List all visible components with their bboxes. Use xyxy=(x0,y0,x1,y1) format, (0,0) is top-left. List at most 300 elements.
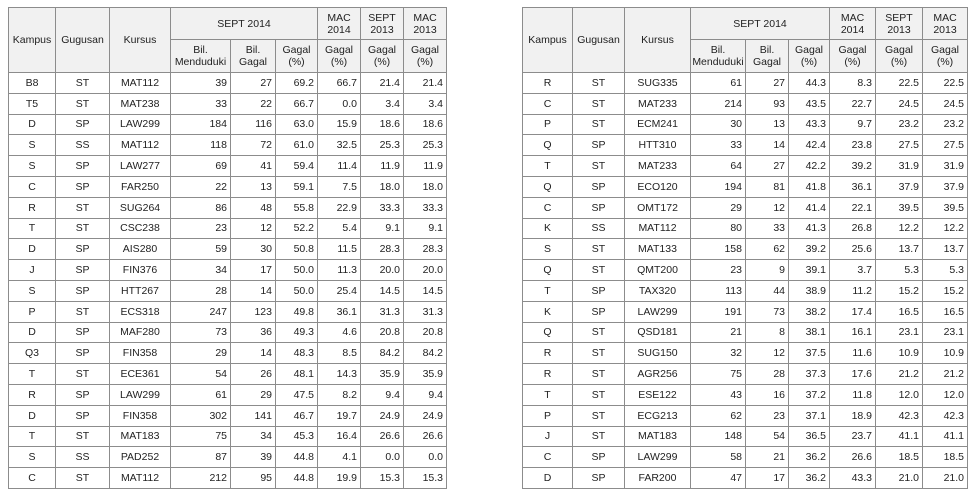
bil-gagal-cell: 22 xyxy=(231,93,276,114)
gugusan-cell: SP xyxy=(573,176,625,197)
table-row xyxy=(9,447,447,468)
header-bil-gagal: Bil. Gagal xyxy=(746,40,789,73)
gagal-sept2013-cell: 31.3 xyxy=(361,301,404,322)
table-row xyxy=(523,176,968,197)
gagal-mac2014-cell: 11.4 xyxy=(318,156,361,177)
bil-gagal-cell: 54 xyxy=(746,426,789,447)
gagal-mac2013-cell: 3.4 xyxy=(404,93,447,114)
kampus-cell: J xyxy=(9,260,56,281)
gagal-sept2014-cell: 39.2 xyxy=(789,239,830,260)
kampus-cell: S xyxy=(9,447,56,468)
gugusan-cell: ST xyxy=(573,364,625,385)
kampus-cell: D xyxy=(9,114,56,135)
bil-menduduki-cell: 47 xyxy=(691,468,746,489)
gugusan-cell: SP xyxy=(56,239,110,260)
table-row xyxy=(523,156,968,177)
gagal-mac2013-cell: 18.0 xyxy=(404,176,447,197)
gagal-sept2013-cell: 12.0 xyxy=(876,384,923,405)
gagal-mac2014-cell: 36.1 xyxy=(318,301,361,322)
kampus-cell: T xyxy=(523,384,573,405)
kampus-cell: R xyxy=(523,364,573,385)
gagal-sept2013-cell: 41.1 xyxy=(876,426,923,447)
kursus-cell: MAF280 xyxy=(110,322,171,343)
table-right xyxy=(522,7,968,489)
gagal-sept2013-cell: 5.3 xyxy=(876,260,923,281)
table-row xyxy=(9,468,447,489)
bil-gagal-cell: 12 xyxy=(231,218,276,239)
kampus-cell: S xyxy=(9,280,56,301)
header-mac-2014: MAC 2014 xyxy=(318,8,361,40)
gagal-mac2013-cell: 16.5 xyxy=(923,301,968,322)
gagal-mac2013-cell: 41.1 xyxy=(923,426,968,447)
header-kampus: Kampus xyxy=(523,8,573,73)
gagal-sept2014-cell: 38.1 xyxy=(789,322,830,343)
gagal-mac2013-cell: 15.3 xyxy=(404,468,447,489)
kursus-cell: MAT112 xyxy=(110,73,171,94)
gugusan-cell: SP xyxy=(56,343,110,364)
kampus-cell: Q xyxy=(523,322,573,343)
gagal-sept2014-cell: 69.2 xyxy=(276,73,318,94)
gagal-mac2014-cell: 8.2 xyxy=(318,384,361,405)
gagal-mac2014-cell: 8.3 xyxy=(830,73,876,94)
table-body-right xyxy=(523,73,968,489)
gagal-mac2013-cell: 28.3 xyxy=(404,239,447,260)
table-row xyxy=(523,73,968,94)
kursus-cell: LAW299 xyxy=(625,301,691,322)
bil-menduduki-cell: 75 xyxy=(171,426,231,447)
bil-gagal-cell: 41 xyxy=(231,156,276,177)
kursus-cell: LAW299 xyxy=(110,384,171,405)
gagal-mac2014-cell: 4.6 xyxy=(318,322,361,343)
gagal-sept2013-cell: 10.9 xyxy=(876,343,923,364)
header-sept-2014: SEPT 2014 xyxy=(691,8,830,40)
gagal-mac2013-cell: 12.0 xyxy=(923,384,968,405)
bil-menduduki-cell: 21 xyxy=(691,322,746,343)
kampus-cell: Q3 xyxy=(9,343,56,364)
gugusan-cell: ST xyxy=(573,156,625,177)
bil-menduduki-cell: 61 xyxy=(691,73,746,94)
gagal-mac2014-cell: 15.9 xyxy=(318,114,361,135)
bil-menduduki-cell: 118 xyxy=(171,135,231,156)
bil-menduduki-cell: 54 xyxy=(171,364,231,385)
gugusan-cell: SP xyxy=(573,301,625,322)
gagal-mac2013-cell: 42.3 xyxy=(923,405,968,426)
gagal-sept2014-cell: 46.7 xyxy=(276,405,318,426)
bil-gagal-cell: 62 xyxy=(746,239,789,260)
kursus-cell: MAT112 xyxy=(625,218,691,239)
gagal-mac2014-cell: 36.1 xyxy=(830,176,876,197)
gugusan-cell: SP xyxy=(56,176,110,197)
kursus-cell: HTT310 xyxy=(625,135,691,156)
table-row xyxy=(9,280,447,301)
gagal-sept2014-cell: 42.2 xyxy=(789,156,830,177)
bil-menduduki-cell: 113 xyxy=(691,280,746,301)
kursus-cell: LAW299 xyxy=(110,114,171,135)
gagal-mac2014-cell: 16.4 xyxy=(318,426,361,447)
gagal-mac2014-cell: 11.2 xyxy=(830,280,876,301)
kampus-cell: K xyxy=(523,301,573,322)
gugusan-cell: ST xyxy=(56,73,110,94)
bil-menduduki-cell: 87 xyxy=(171,447,231,468)
bil-menduduki-cell: 39 xyxy=(171,73,231,94)
header-gagal-pct: Gagal (%) xyxy=(830,40,876,73)
gagal-sept2013-cell: 14.5 xyxy=(361,280,404,301)
kampus-cell: T xyxy=(9,426,56,447)
bil-menduduki-cell: 184 xyxy=(171,114,231,135)
bil-gagal-cell: 48 xyxy=(231,197,276,218)
gagal-mac2014-cell: 23.7 xyxy=(830,426,876,447)
bil-gagal-cell: 12 xyxy=(746,197,789,218)
gagal-sept2013-cell: 37.9 xyxy=(876,176,923,197)
gagal-sept2014-cell: 38.2 xyxy=(789,301,830,322)
kampus-cell: R xyxy=(9,197,56,218)
table-row xyxy=(523,322,968,343)
table-row xyxy=(9,239,447,260)
gagal-sept2013-cell: 18.0 xyxy=(361,176,404,197)
bil-menduduki-cell: 22 xyxy=(171,176,231,197)
gagal-sept2013-cell: 11.9 xyxy=(361,156,404,177)
gagal-mac2014-cell: 19.9 xyxy=(318,468,361,489)
bil-gagal-cell: 8 xyxy=(746,322,789,343)
gugusan-cell: SP xyxy=(56,260,110,281)
header-gagal-pct: Gagal (%) xyxy=(318,40,361,73)
bil-gagal-cell: 30 xyxy=(231,239,276,260)
kursus-cell: ECG213 xyxy=(625,405,691,426)
gagal-sept2014-cell: 44.3 xyxy=(789,73,830,94)
gagal-sept2014-cell: 43.3 xyxy=(789,114,830,135)
gagal-sept2013-cell: 42.3 xyxy=(876,405,923,426)
gagal-mac2014-cell: 18.9 xyxy=(830,405,876,426)
gagal-mac2013-cell: 5.3 xyxy=(923,260,968,281)
kursus-cell: OMT172 xyxy=(625,197,691,218)
gagal-sept2014-cell: 48.1 xyxy=(276,364,318,385)
gagal-mac2014-cell: 9.7 xyxy=(830,114,876,135)
gugusan-cell: SS xyxy=(56,135,110,156)
header-mac-2013: MAC 2013 xyxy=(923,8,968,40)
gagal-mac2014-cell: 16.1 xyxy=(830,322,876,343)
gagal-mac2013-cell: 26.6 xyxy=(404,426,447,447)
gagal-sept2013-cell: 21.0 xyxy=(876,468,923,489)
bil-gagal-cell: 44 xyxy=(746,280,789,301)
gagal-mac2014-cell: 11.3 xyxy=(318,260,361,281)
gagal-sept2013-cell: 28.3 xyxy=(361,239,404,260)
gagal-mac2014-cell: 32.5 xyxy=(318,135,361,156)
table-row xyxy=(9,301,447,322)
gagal-mac2014-cell: 4.1 xyxy=(318,447,361,468)
gugusan-cell: ST xyxy=(56,364,110,385)
kampus-cell: T xyxy=(9,364,56,385)
gagal-sept2013-cell: 9.1 xyxy=(361,218,404,239)
header-gagal-pct: Gagal (%) xyxy=(404,40,447,73)
gagal-sept2014-cell: 37.3 xyxy=(789,364,830,385)
kursus-cell: SUG150 xyxy=(625,343,691,364)
gugusan-cell: SP xyxy=(573,135,625,156)
gugusan-cell: ST xyxy=(56,218,110,239)
gugusan-cell: ST xyxy=(573,322,625,343)
bil-gagal-cell: 73 xyxy=(746,301,789,322)
gagal-mac2013-cell: 10.9 xyxy=(923,343,968,364)
bil-gagal-cell: 27 xyxy=(746,156,789,177)
gagal-sept2013-cell: 23.1 xyxy=(876,322,923,343)
gagal-mac2013-cell: 37.9 xyxy=(923,176,968,197)
table-row xyxy=(9,114,447,135)
kursus-cell: FAR200 xyxy=(625,468,691,489)
table-row xyxy=(523,114,968,135)
gagal-sept2013-cell: 39.5 xyxy=(876,197,923,218)
gugusan-cell: ST xyxy=(573,260,625,281)
gagal-sept2014-cell: 50.8 xyxy=(276,239,318,260)
kampus-cell: D xyxy=(523,468,573,489)
bil-menduduki-cell: 34 xyxy=(171,260,231,281)
bil-menduduki-cell: 33 xyxy=(171,93,231,114)
table-row xyxy=(9,176,447,197)
header-kampus: Kampus xyxy=(9,8,56,73)
kursus-cell: AGR256 xyxy=(625,364,691,385)
header-gagal-pct: Gagal (%) xyxy=(361,40,404,73)
gagal-mac2013-cell: 20.0 xyxy=(404,260,447,281)
header-sept-2013: SEPT 2013 xyxy=(361,8,404,40)
kampus-cell: T5 xyxy=(9,93,56,114)
gagal-mac2014-cell: 43.3 xyxy=(830,468,876,489)
bil-menduduki-cell: 33 xyxy=(691,135,746,156)
gagal-mac2013-cell: 22.5 xyxy=(923,73,968,94)
bil-gagal-cell: 36 xyxy=(231,322,276,343)
bil-menduduki-cell: 23 xyxy=(691,260,746,281)
bil-menduduki-cell: 80 xyxy=(691,218,746,239)
gagal-sept2014-cell: 49.3 xyxy=(276,322,318,343)
table-row xyxy=(523,301,968,322)
header-bil-menduduki: Bil. Menduduki xyxy=(691,40,746,73)
bil-menduduki-cell: 62 xyxy=(691,405,746,426)
gagal-mac2013-cell: 18.6 xyxy=(404,114,447,135)
gagal-mac2014-cell: 25.4 xyxy=(318,280,361,301)
header-gugusan: Gugusan xyxy=(573,8,625,73)
gagal-sept2013-cell: 25.3 xyxy=(361,135,404,156)
gagal-mac2014-cell: 3.7 xyxy=(830,260,876,281)
gugusan-cell: ST xyxy=(573,343,625,364)
bil-gagal-cell: 21 xyxy=(746,447,789,468)
bil-gagal-cell: 27 xyxy=(746,73,789,94)
gagal-mac2014-cell: 11.6 xyxy=(830,343,876,364)
gagal-mac2013-cell: 0.0 xyxy=(404,447,447,468)
gagal-sept2013-cell: 15.3 xyxy=(361,468,404,489)
gagal-sept2014-cell: 36.2 xyxy=(789,447,830,468)
bil-gagal-cell: 23 xyxy=(746,405,789,426)
bil-gagal-cell: 14 xyxy=(746,135,789,156)
gagal-mac2013-cell: 21.4 xyxy=(404,73,447,94)
bil-menduduki-cell: 30 xyxy=(691,114,746,135)
table-row xyxy=(9,93,447,114)
gugusan-cell: ST xyxy=(56,426,110,447)
kampus-cell: R xyxy=(523,343,573,364)
gagal-mac2013-cell: 20.8 xyxy=(404,322,447,343)
gagal-mac2014-cell: 22.7 xyxy=(830,93,876,114)
gagal-sept2013-cell: 24.9 xyxy=(361,405,404,426)
kampus-cell: S xyxy=(9,156,56,177)
table-row xyxy=(523,343,968,364)
bil-gagal-cell: 123 xyxy=(231,301,276,322)
header-sept-2013: SEPT 2013 xyxy=(876,8,923,40)
gagal-sept2013-cell: 22.5 xyxy=(876,73,923,94)
kursus-cell: LAW277 xyxy=(110,156,171,177)
table-row xyxy=(523,447,968,468)
gagal-mac2013-cell: 84.2 xyxy=(404,343,447,364)
gagal-mac2013-cell: 24.5 xyxy=(923,93,968,114)
gagal-mac2013-cell: 9.4 xyxy=(404,384,447,405)
table-left xyxy=(8,7,447,489)
table-row xyxy=(9,197,447,218)
gugusan-cell: SP xyxy=(573,197,625,218)
kursus-cell: SUG264 xyxy=(110,197,171,218)
table-row xyxy=(523,384,968,405)
gagal-mac2014-cell: 8.5 xyxy=(318,343,361,364)
gugusan-cell: SP xyxy=(56,322,110,343)
gagal-mac2014-cell: 17.4 xyxy=(830,301,876,322)
table-row xyxy=(523,135,968,156)
gagal-mac2014-cell: 66.7 xyxy=(318,73,361,94)
table-row xyxy=(9,343,447,364)
gugusan-cell: ST xyxy=(56,468,110,489)
kursus-cell: MAT183 xyxy=(110,426,171,447)
bil-gagal-cell: 39 xyxy=(231,447,276,468)
gagal-mac2014-cell: 11.8 xyxy=(830,384,876,405)
bil-menduduki-cell: 28 xyxy=(171,280,231,301)
table-row xyxy=(9,218,447,239)
bil-gagal-cell: 13 xyxy=(231,176,276,197)
gugusan-cell: ST xyxy=(56,197,110,218)
gagal-sept2013-cell: 31.9 xyxy=(876,156,923,177)
gagal-sept2013-cell: 35.9 xyxy=(361,364,404,385)
bil-gagal-cell: 14 xyxy=(231,280,276,301)
gagal-sept2014-cell: 44.8 xyxy=(276,468,318,489)
gugusan-cell: SP xyxy=(573,468,625,489)
bil-gagal-cell: 116 xyxy=(231,114,276,135)
gugusan-cell: ST xyxy=(573,239,625,260)
gagal-sept2014-cell: 37.2 xyxy=(789,384,830,405)
bil-menduduki-cell: 23 xyxy=(171,218,231,239)
gugusan-cell: SS xyxy=(573,218,625,239)
bil-menduduki-cell: 148 xyxy=(691,426,746,447)
gagal-sept2014-cell: 47.5 xyxy=(276,384,318,405)
gagal-mac2013-cell: 24.9 xyxy=(404,405,447,426)
kursus-cell: FIN376 xyxy=(110,260,171,281)
kursus-cell: MAT133 xyxy=(625,239,691,260)
kampus-cell: P xyxy=(9,301,56,322)
bil-menduduki-cell: 64 xyxy=(691,156,746,177)
gagal-sept2014-cell: 41.4 xyxy=(789,197,830,218)
bil-gagal-cell: 16 xyxy=(746,384,789,405)
gagal-sept2014-cell: 50.0 xyxy=(276,260,318,281)
gagal-mac2013-cell: 11.9 xyxy=(404,156,447,177)
gagal-mac2014-cell: 0.0 xyxy=(318,93,361,114)
bil-gagal-cell: 9 xyxy=(746,260,789,281)
bil-gagal-cell: 93 xyxy=(746,93,789,114)
gagal-sept2013-cell: 9.4 xyxy=(361,384,404,405)
header-mac-2014: MAC 2014 xyxy=(830,8,876,40)
gagal-sept2014-cell: 36.5 xyxy=(789,426,830,447)
gagal-mac2014-cell: 14.3 xyxy=(318,364,361,385)
bil-gagal-cell: 13 xyxy=(746,114,789,135)
gagal-mac2013-cell: 33.3 xyxy=(404,197,447,218)
bil-gagal-cell: 72 xyxy=(231,135,276,156)
gagal-sept2013-cell: 3.4 xyxy=(361,93,404,114)
gagal-mac2013-cell: 31.9 xyxy=(923,156,968,177)
table-row xyxy=(9,405,447,426)
gugusan-cell: SP xyxy=(573,280,625,301)
kampus-cell: D xyxy=(9,405,56,426)
bil-gagal-cell: 17 xyxy=(746,468,789,489)
gugusan-cell: ST xyxy=(573,73,625,94)
kursus-cell: MAT112 xyxy=(110,468,171,489)
bil-menduduki-cell: 158 xyxy=(691,239,746,260)
gagal-sept2013-cell: 84.2 xyxy=(361,343,404,364)
gagal-mac2014-cell: 26.8 xyxy=(830,218,876,239)
header-sept-2014: SEPT 2014 xyxy=(171,8,318,40)
gagal-mac2013-cell: 39.5 xyxy=(923,197,968,218)
gagal-mac2014-cell: 22.1 xyxy=(830,197,876,218)
bil-gagal-cell: 95 xyxy=(231,468,276,489)
kursus-cell: ECS318 xyxy=(110,301,171,322)
gagal-mac2014-cell: 11.5 xyxy=(318,239,361,260)
gagal-sept2014-cell: 61.0 xyxy=(276,135,318,156)
header-kursus: Kursus xyxy=(110,8,171,73)
bil-gagal-cell: 33 xyxy=(746,218,789,239)
kampus-cell: D xyxy=(9,322,56,343)
gagal-mac2013-cell: 15.2 xyxy=(923,280,968,301)
kursus-cell: PAD252 xyxy=(110,447,171,468)
gagal-mac2013-cell: 25.3 xyxy=(404,135,447,156)
gugusan-cell: SP xyxy=(56,114,110,135)
gagal-sept2014-cell: 37.1 xyxy=(789,405,830,426)
gugusan-cell: ST xyxy=(56,93,110,114)
kampus-cell: T xyxy=(523,156,573,177)
table-row xyxy=(523,405,968,426)
bil-menduduki-cell: 247 xyxy=(171,301,231,322)
bil-gagal-cell: 81 xyxy=(746,176,789,197)
gagal-mac2014-cell: 19.7 xyxy=(318,405,361,426)
kampus-cell: C xyxy=(9,176,56,197)
gagal-mac2013-cell: 21.2 xyxy=(923,364,968,385)
gagal-mac2013-cell: 21.0 xyxy=(923,468,968,489)
gagal-sept2014-cell: 37.5 xyxy=(789,343,830,364)
kampus-cell: C xyxy=(523,447,573,468)
gugusan-cell: SP xyxy=(56,405,110,426)
kampus-cell: T xyxy=(9,218,56,239)
kursus-cell: MAT183 xyxy=(625,426,691,447)
kampus-cell: R xyxy=(523,73,573,94)
gagal-mac2013-cell: 9.1 xyxy=(404,218,447,239)
kampus-cell: K xyxy=(523,218,573,239)
header-gagal-pct: Gagal (%) xyxy=(923,40,968,73)
gagal-sept2013-cell: 24.5 xyxy=(876,93,923,114)
kampus-cell: P xyxy=(523,405,573,426)
gugusan-cell: ST xyxy=(573,405,625,426)
bil-menduduki-cell: 75 xyxy=(691,364,746,385)
kampus-cell: D xyxy=(9,239,56,260)
gagal-sept2013-cell: 12.2 xyxy=(876,218,923,239)
header-mac-2013: MAC 2013 xyxy=(404,8,447,40)
gagal-sept2014-cell: 43.5 xyxy=(789,93,830,114)
gugusan-cell: ST xyxy=(573,114,625,135)
bil-menduduki-cell: 191 xyxy=(691,301,746,322)
kursus-cell: MAT238 xyxy=(110,93,171,114)
table-row xyxy=(523,426,968,447)
kursus-cell: FIN358 xyxy=(110,343,171,364)
bil-gagal-cell: 27 xyxy=(231,73,276,94)
bil-gagal-cell: 17 xyxy=(231,260,276,281)
kursus-cell: ECE361 xyxy=(110,364,171,385)
gagal-mac2013-cell: 27.5 xyxy=(923,135,968,156)
